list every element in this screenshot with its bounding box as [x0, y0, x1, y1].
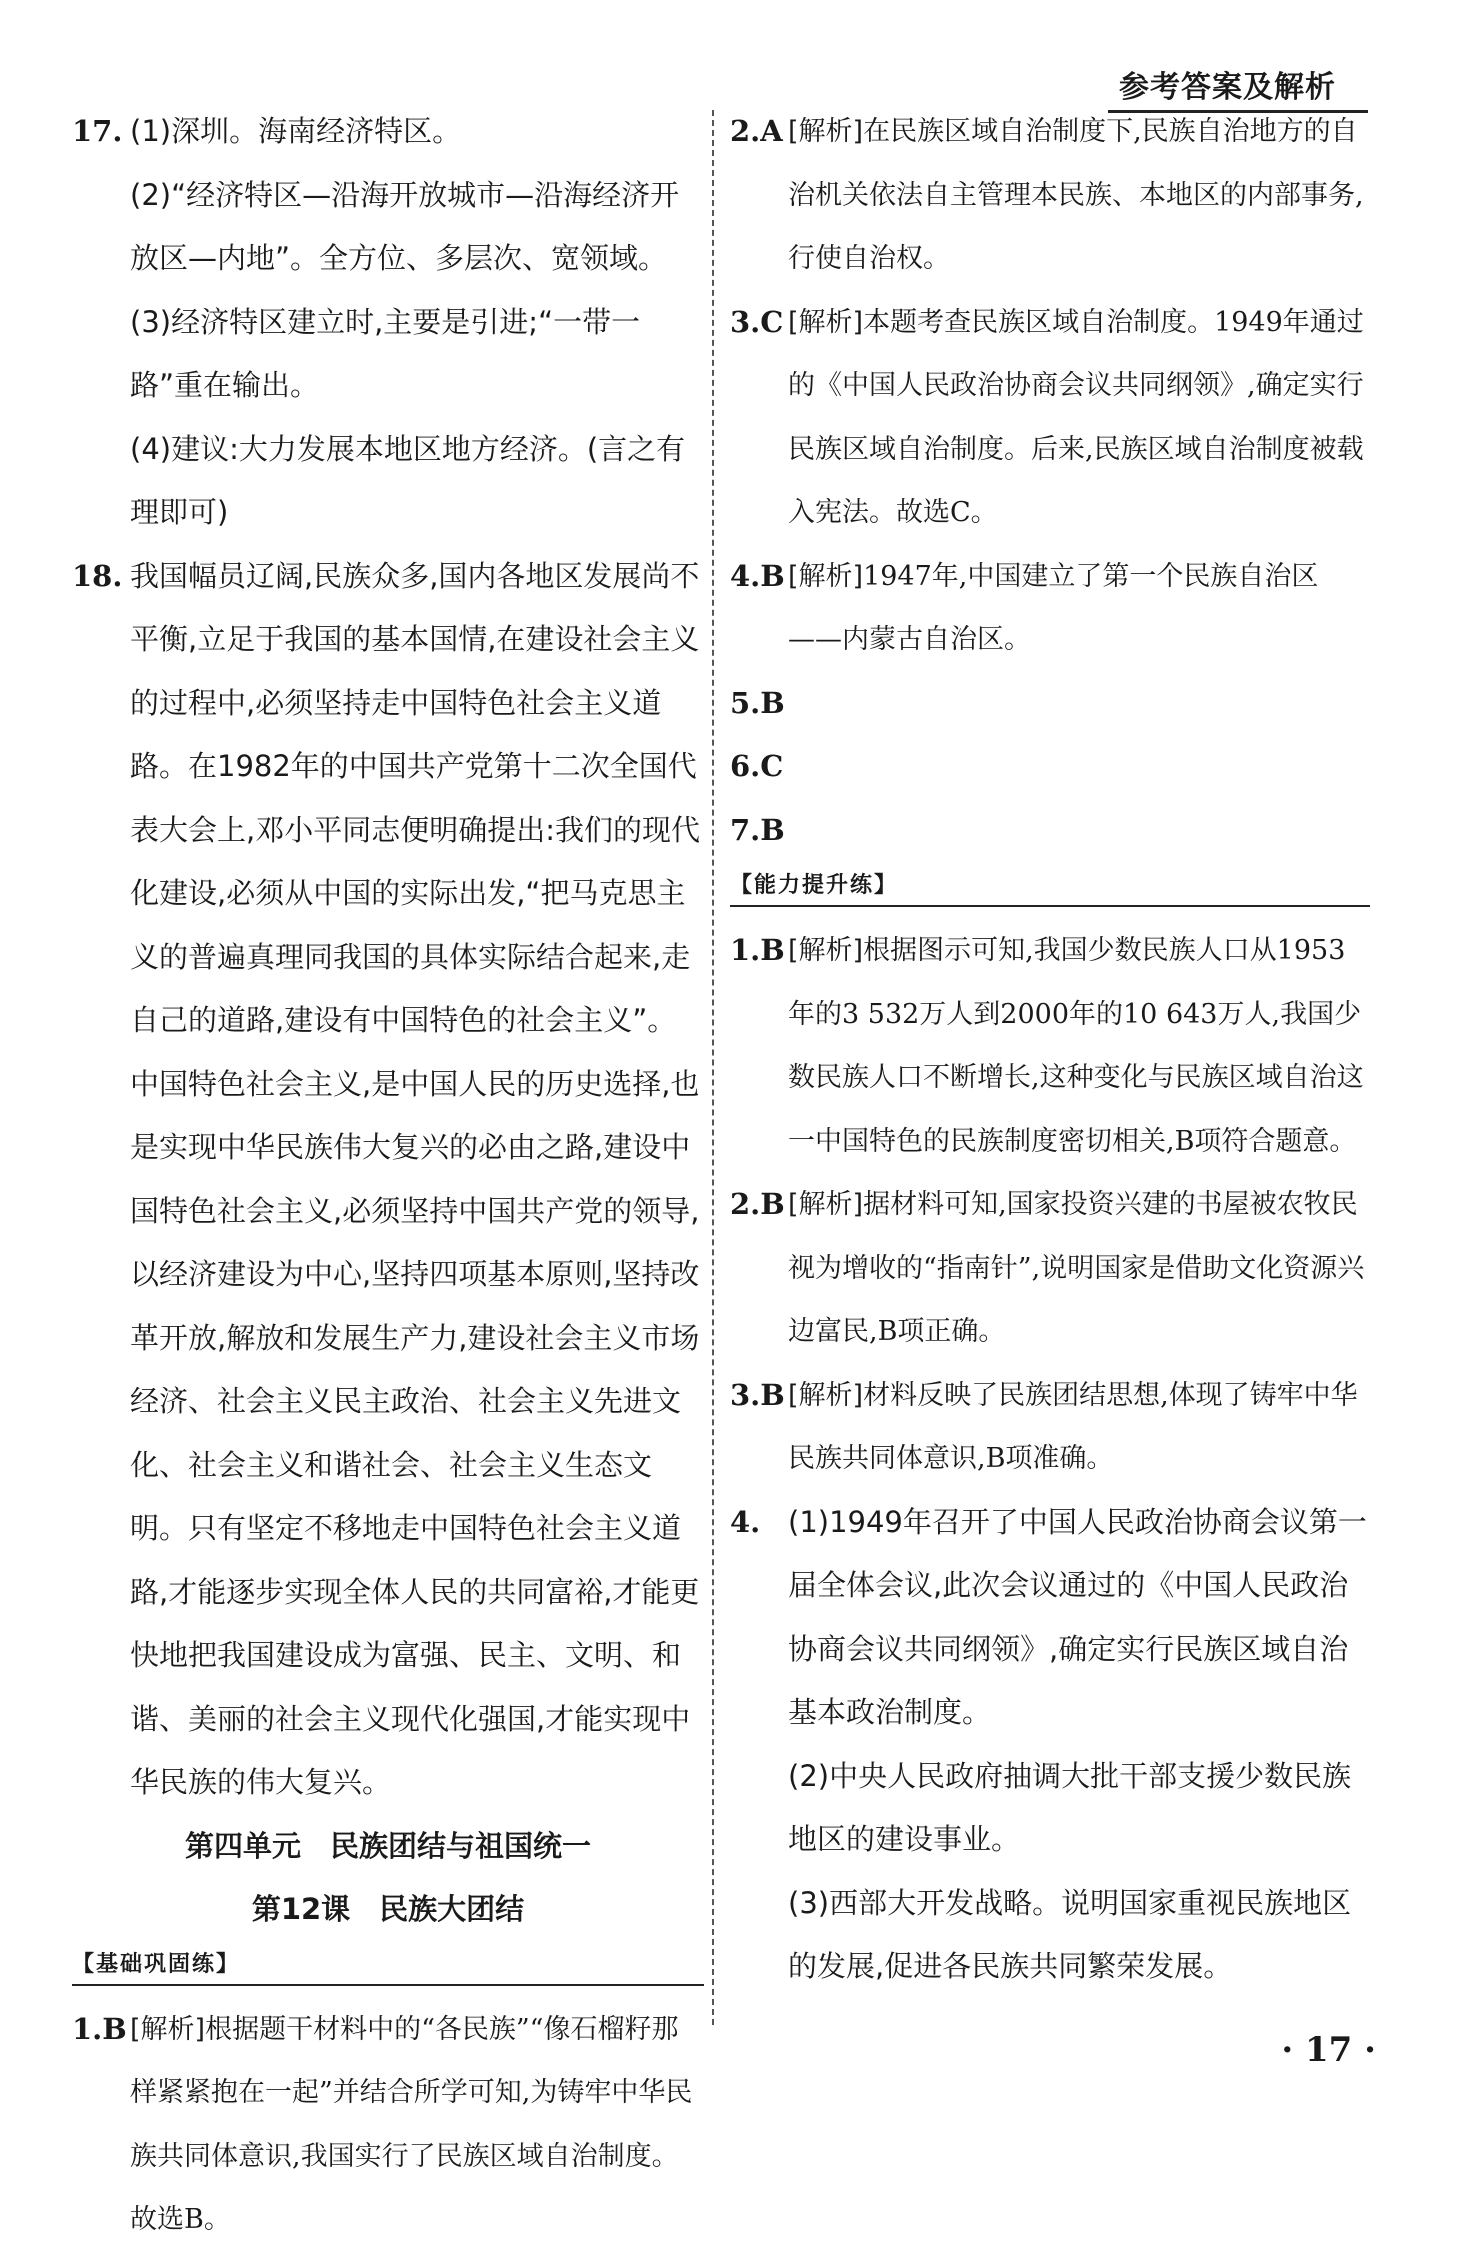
answer-text: (3)经济特区建立时,主要是引进;“一带一路”重在输出。 — [130, 304, 641, 402]
lesson-title: 第12课 民族大团结 — [251, 1891, 525, 1926]
answer-17 — [72, 100, 704, 545]
answer-basic-5: 5.B — [730, 685, 785, 720]
answer-18 — [72, 545, 704, 1815]
answer-text: (1)1949年召开了中国人民政治协商会议第一届全体会议,此次会议通过的《中国人民政治协商会议共同纲领》,确定实行民族区域自治基本政治制度。 — [788, 1504, 1367, 1729]
left-column — [72, 100, 704, 2252]
question-number: 4.B — [730, 558, 785, 593]
answer-advanced-1 — [730, 919, 1370, 1173]
question-number: 4. — [730, 1504, 761, 1539]
answer-basic-7: 7.B — [730, 812, 785, 847]
answer-text: (1)深圳。海南经济特区。 — [130, 114, 462, 148]
analysis-text: 本题考查民族区域自治制度。1949年通过的《中国人民政治协商会议共同纲领》,确定实行民族区域自治制度。后来,民族区域自治制度被载入宪法。故选C。 — [788, 306, 1364, 528]
analysis-text: 材料反映了民族团结思想,体现了铸牢中华民族共同体意识,B项准确。 — [788, 1379, 1358, 1474]
analysis-tag: [解析] — [788, 116, 864, 147]
unit-title: 第四单元 民族团结与祖国统一 — [184, 1828, 591, 1863]
analysis-tag: [解析] — [788, 306, 864, 338]
page-number: · 17 · — [1281, 2030, 1376, 2070]
answer-basic-4 — [730, 545, 1370, 672]
analysis-tag: [解析] — [788, 1189, 864, 1220]
answer-text: (3)西部大开发战略。说明国家重视民族地区的发展,促进各民族共同繁荣发展。 — [788, 1885, 1352, 1983]
answer-text: (2)“经济特区—沿海开放城市—沿海经济开放区—内地”。全方位、多层次、宽领域。 — [130, 177, 680, 275]
analysis-text: 根据图示可知,我国少数民族人口从1953年的3 532万人到2000年的10 643万人,我国少数民族人口不断增长,这种变化与民族区域自治这一中国特色的民族制度密切相关,B项符合题意。 — [788, 935, 1364, 1157]
analysis-tag: [解析] — [788, 560, 864, 592]
question-number: 3.B — [730, 1377, 785, 1412]
answer-text: 我国幅员辽阔,民族众多,国内各地区发展尚不平衡,立足于我国的基本国情,在建设社会主义的过程中,必须坚持走中国特色社会主义道路。在1982年的中国共产党第十二次全国代表大会上,邓小平同志便明确提出:我们的现代化建设,必须从中国的实际出发,“把马克思主义的普遍真理同我国的具体实际结合起来,走自己的道路,建设有中国特色的社会主义”。中国特色社会主义,是中国人民的历史选择,也是实现中华民族伟大复兴的必由之路,建设中国特色社会主义,必须坚持中国共产党的领导,以经济建设为中心,坚持四项基本原则,坚持改革开放,解放和发展生产力,建设社会主义市场经济、社会主义民主政治、社会主义先进文化、社会主义和谐社会、社会主义生态文明。只有坚定不移地走中国特色社会主义道路,才能逐步实现全体人民的共同富裕,才能更快地把我国建设成为富强、民主、文明、和谐、美丽的社会主义现代化强国,才能实现中华民族的伟大复兴。 — [130, 558, 700, 1799]
analysis-text: 1947年,中国建立了第一个民族自治区——内蒙古自治区。 — [788, 560, 1319, 655]
answer-advanced-3 — [730, 1364, 1370, 1491]
analysis-tag: [解析] — [788, 935, 864, 966]
answer-basic-3 — [730, 291, 1370, 545]
analysis-text: 根据题干材料中的“各民族”“像石榴籽那样紧紧抱在一起”并结合所学可知,为铸牢中华民族共同体意识,我国实行了民族区域自治制度。故选B。 — [130, 2013, 693, 2235]
question-number: 2.A — [730, 114, 783, 148]
question-number: 17. — [72, 114, 123, 148]
right-column — [730, 100, 1370, 1999]
question-number: 18. — [72, 558, 123, 593]
question-number: 2.B — [730, 1187, 785, 1221]
question-number: 1.B — [72, 2011, 127, 2046]
column-divider — [712, 110, 714, 2025]
question-number: 1.B — [730, 933, 785, 967]
answer-basic-6: 6.C — [730, 749, 784, 783]
answer-advanced-4 — [730, 1491, 1370, 1999]
answer-text: (2)中央人民政府抽调大批干部支援少数民族地区的建设事业。 — [788, 1758, 1352, 1856]
question-number: 3.C — [730, 304, 784, 339]
section-heading: 【基础巩固练】 — [72, 1947, 704, 1986]
section-heading: 【能力提升练】 — [730, 868, 1370, 907]
analysis-text: 在民族区域自治制度下,民族自治地方的自治机关依法自主管理本民族、本地区的内部事务,行使自治权。 — [788, 116, 1364, 274]
answer-text: (4)建议:大力发展本地区地方经济。(言之有理即可) — [130, 431, 686, 529]
analysis-text: 据材料可知,国家投资兴建的书屋被农牧民视为增收的“指南针”,说明国家是借助文化资源兴边富民,B项正确。 — [788, 1189, 1365, 1347]
analysis-tag: [解析] — [788, 1379, 864, 1411]
analysis-tag: [解析] — [130, 2013, 206, 2045]
answer-basic-2 — [730, 100, 1370, 291]
header-title: 参考答案及解析 — [1119, 70, 1336, 105]
answer-advanced-2 — [730, 1173, 1370, 1364]
answer-basic-1 — [72, 1998, 704, 2252]
